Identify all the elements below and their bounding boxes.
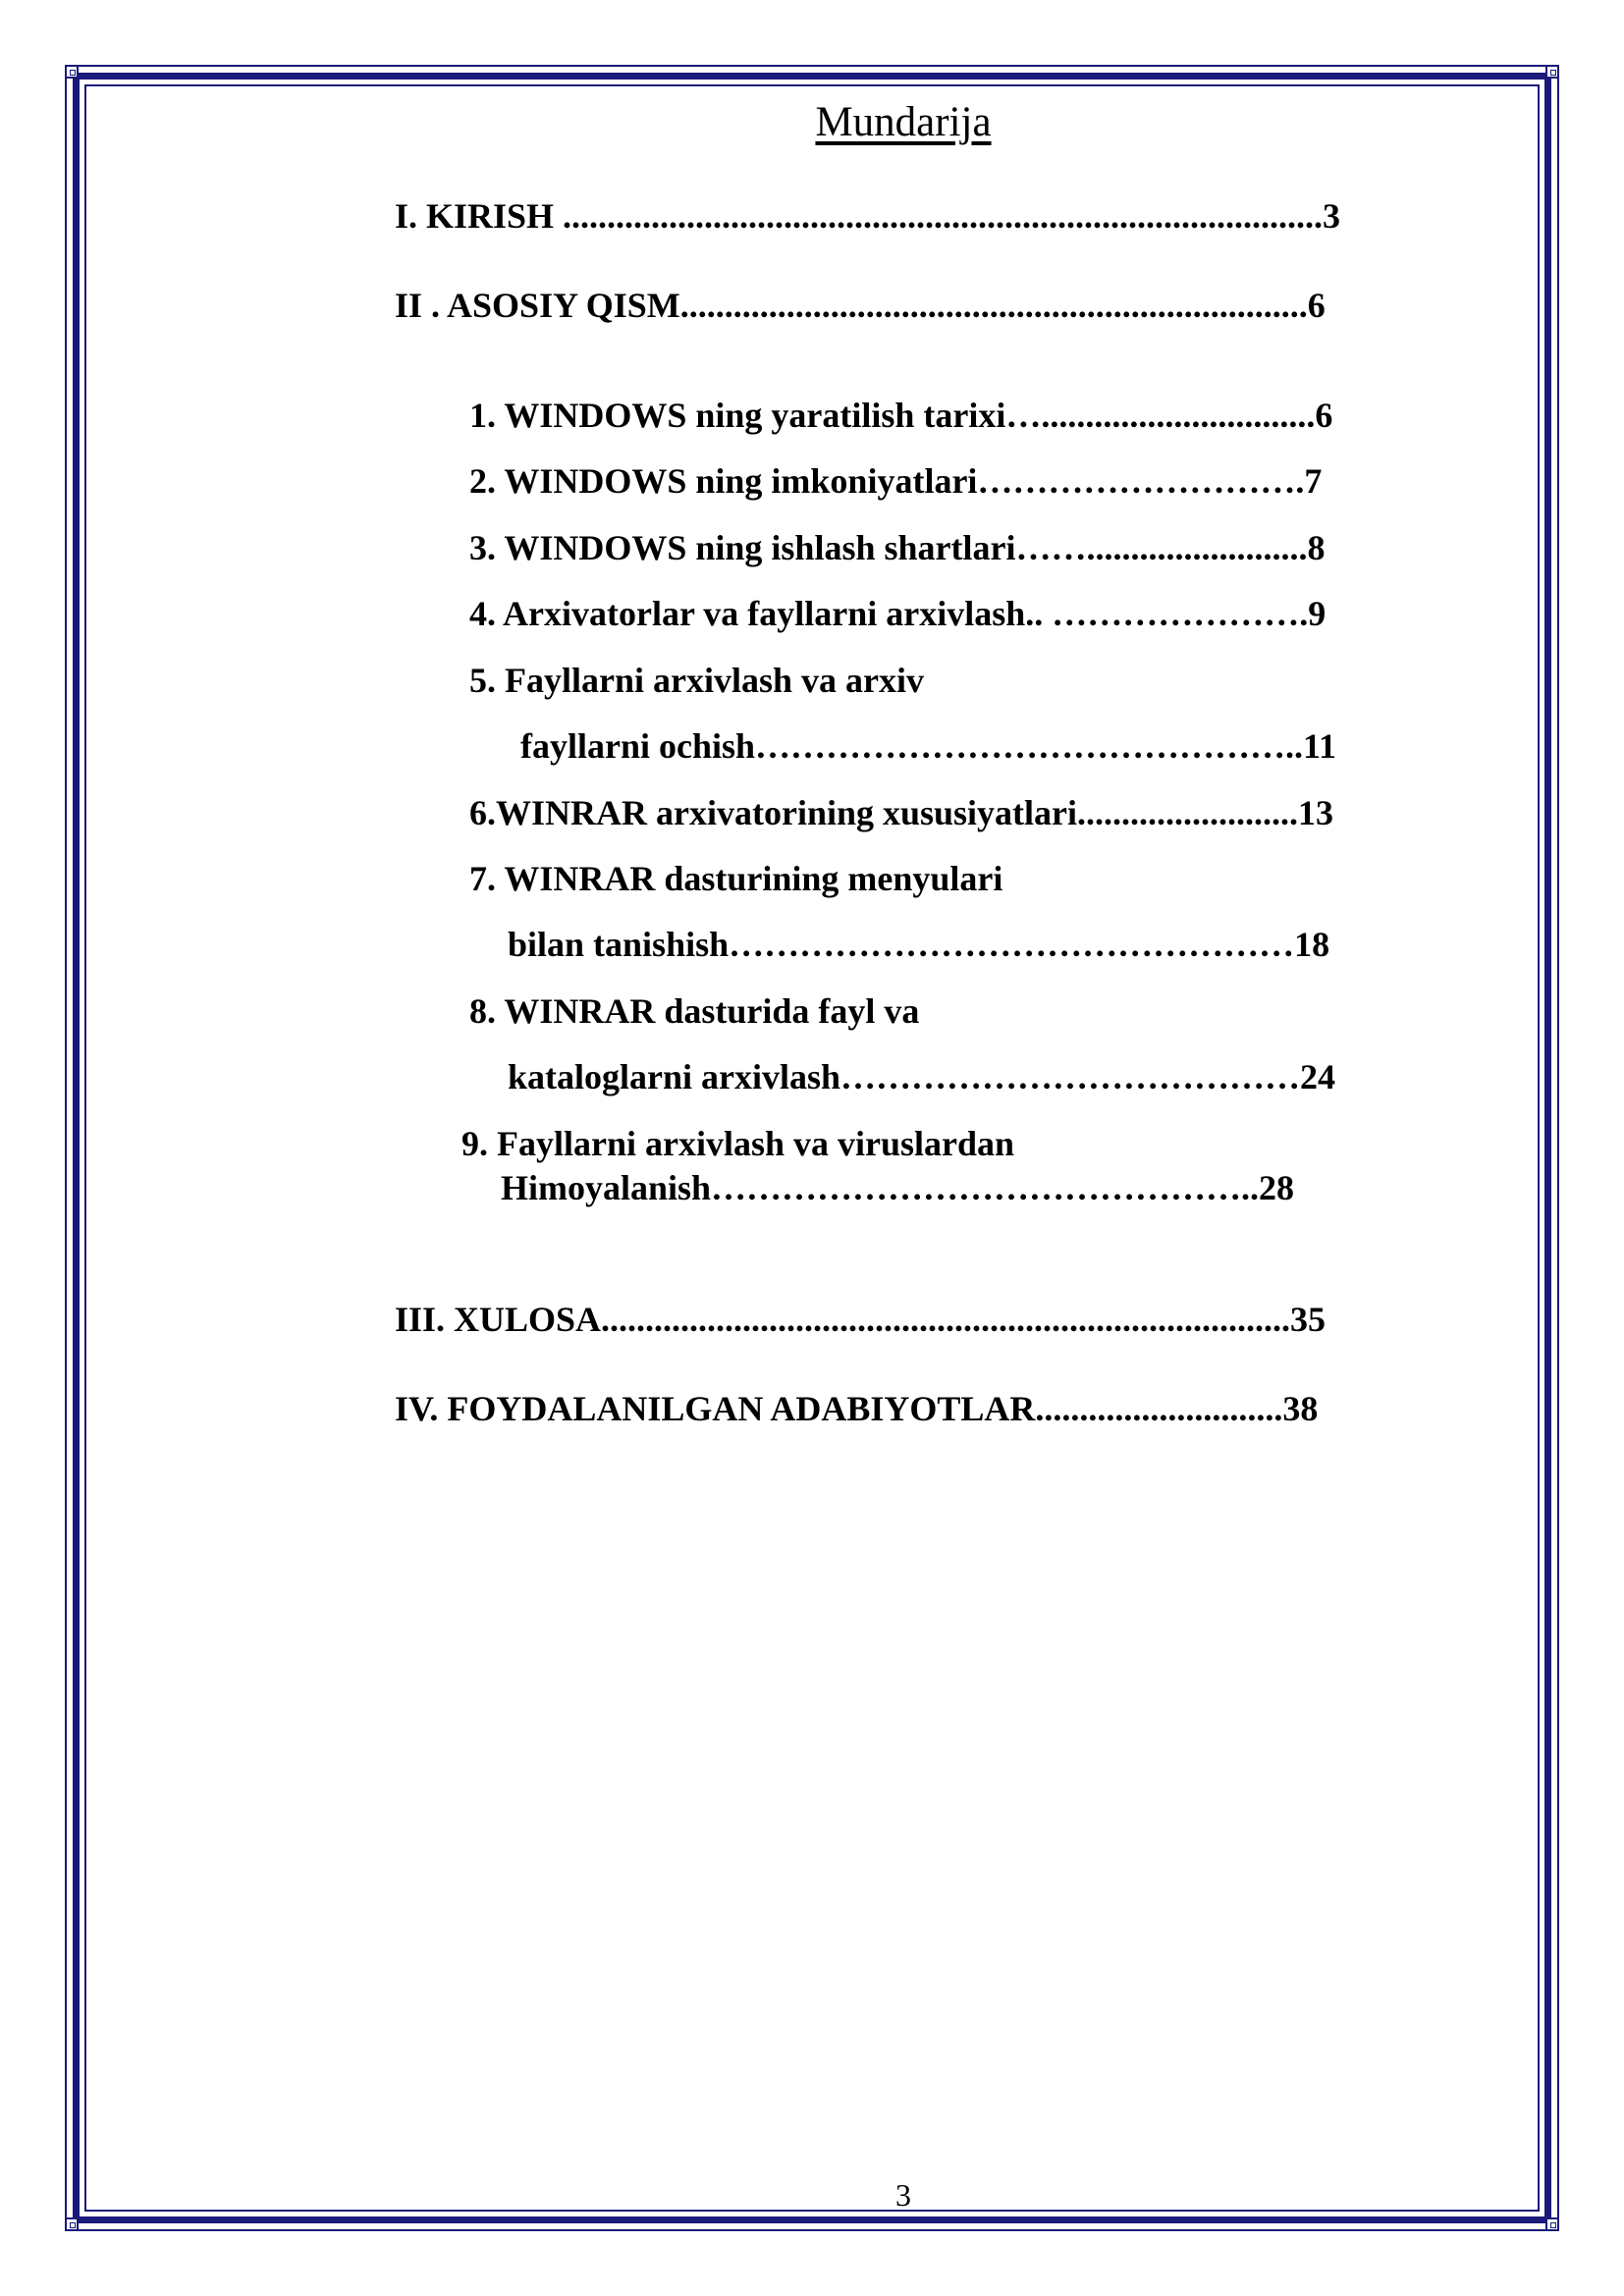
border-corner-bottom-left — [65, 2217, 79, 2231]
toc-entry-1: 1. WINDOWS ning yaratilish tarixi…...............................6 — [469, 396, 1333, 435]
toc-entry-2: 2. WINDOWS ning imkoniyatlari……………………….7 — [469, 461, 1323, 501]
border-corner-top-left — [65, 65, 79, 79]
toc-entry-6: 6.WINRAR arxivatorining xususiyatlari.........................13 — [469, 793, 1334, 832]
toc-entry-asosiy-qism: II . ASOSIY QISM.......................................................................6 — [395, 286, 1326, 325]
toc-entry-adabiyotlar: IV. FOYDALANILGAN ADABIYOTLAR............................38 — [395, 1389, 1319, 1428]
page-number: 3 — [895, 2177, 911, 2213]
toc-entry-xulosa: III. XULOSA..............................................................................35 — [395, 1300, 1326, 1339]
toc-entry-kirish: I. KIRISH ......................................................................................3 — [395, 196, 1341, 236]
toc-entry-9-line-2: Himoyalanish………………………………………..28 — [501, 1168, 1295, 1207]
toc-entry-4: 4. Arxivatorlar va fayllarni arxivlash.. ………………….9 — [469, 594, 1326, 633]
toc-entry-8-line-1: 8. WINRAR dasturida fayl va — [469, 991, 920, 1031]
toc-entry-5-line-1: 5. Fayllarni arxivlash va arxiv — [469, 661, 924, 700]
toc-entry-3: 3. WINDOWS ning ishlash shartlari…….........................8 — [469, 528, 1326, 567]
toc-entry-9-line-1: 9. Fayllarni arxivlash va viruslardan — [461, 1124, 1015, 1163]
toc-entry-8-line-2: kataloglarni arxivlash…………………………………24 — [508, 1057, 1336, 1096]
border-corner-top-right — [1545, 65, 1559, 79]
toc-entry-7-line-1: 7. WINRAR dasturining menyulari — [469, 859, 1003, 898]
toc-entry-7-line-2: bilan tanishish…………………………………………18 — [508, 925, 1330, 964]
page-title: Mundarija — [815, 99, 992, 145]
border-corner-bottom-right — [1545, 2217, 1559, 2231]
toc-entry-5-line-2: fayllarni ochish………………………………………..11 — [520, 726, 1337, 766]
